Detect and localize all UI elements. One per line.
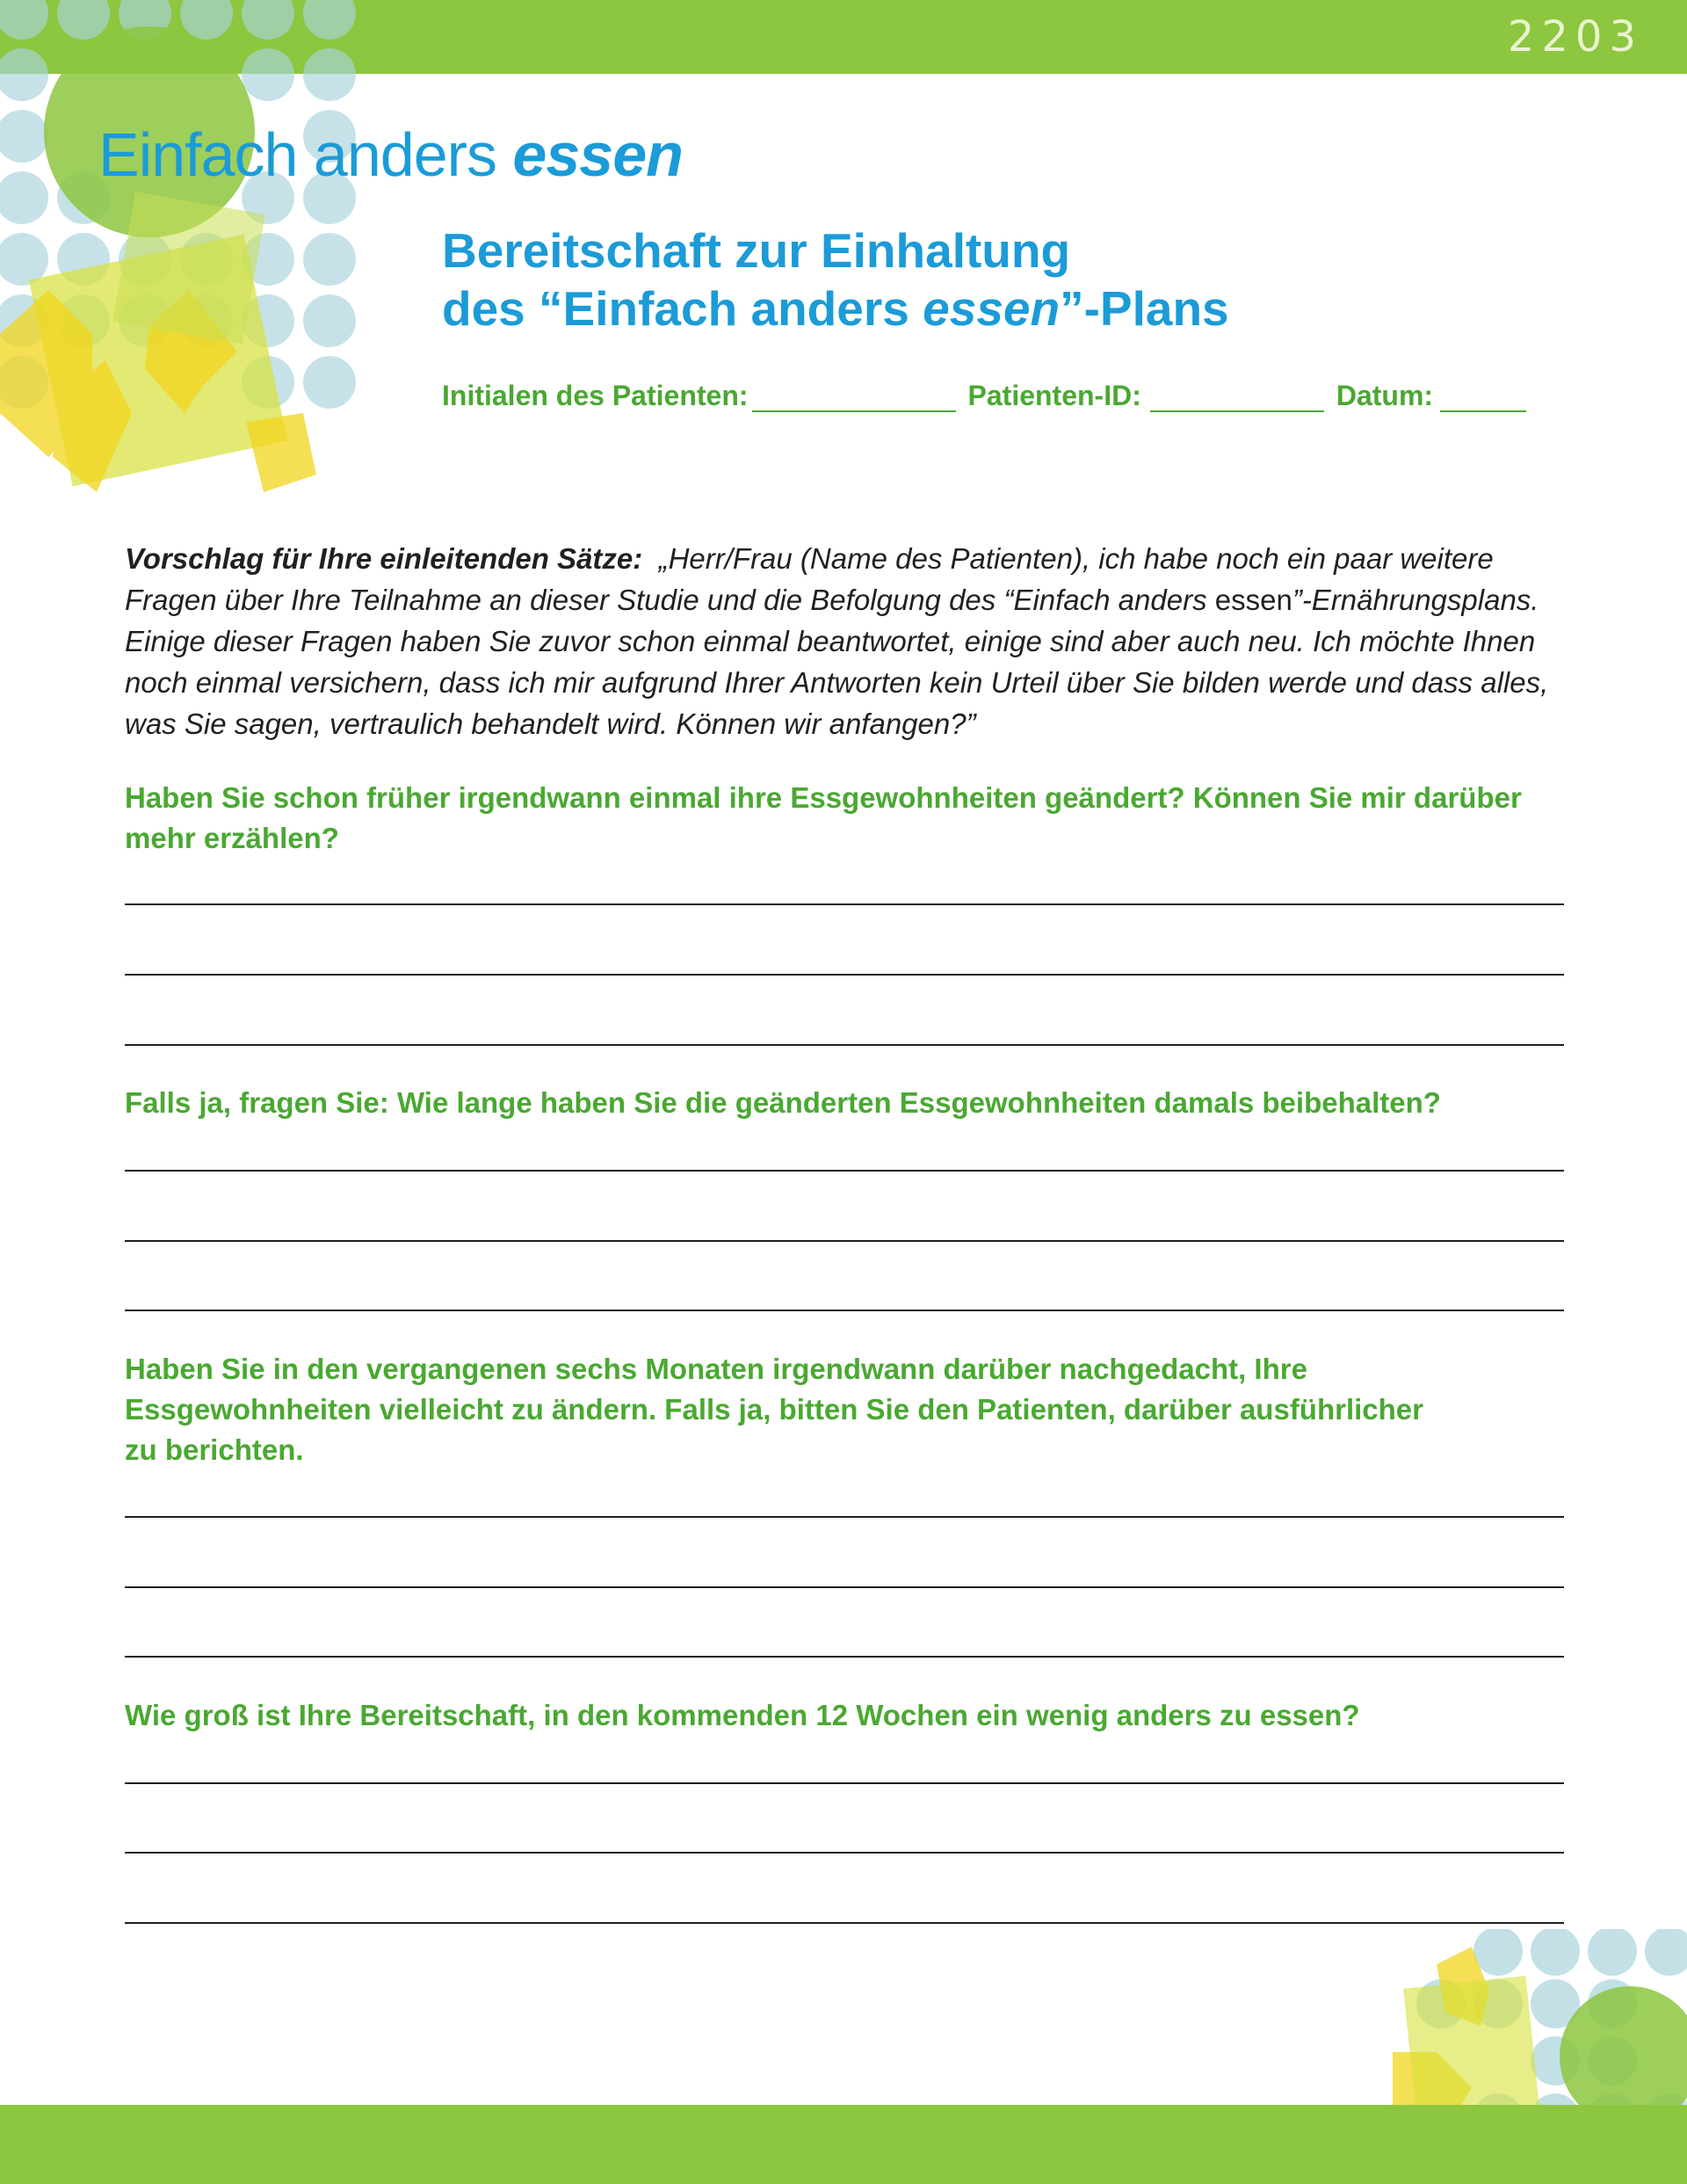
answer-line[interactable] (125, 1044, 1564, 1046)
answer-line[interactable] (125, 1240, 1564, 1242)
answer-line[interactable] (125, 1170, 1564, 1172)
initials-label: Initialen des Patienten: (442, 380, 749, 411)
intro-text-part1: „Herr/Frau (Name des Patienten), ich habe noch ein paar weitere Fragen über Ihre Teilnahme an dieser Studie und die Befolgung des “Einfach anders (125, 542, 1494, 616)
answer-line[interactable] (125, 974, 1564, 976)
bottom-band (0, 2105, 1687, 2184)
form-number: 2203 (1507, 12, 1643, 62)
question-2: Falls ja, fragen Sie: Wie lange haben Sie die geänderten Essgewohnheiten damals beibehalten? (125, 1086, 1441, 1119)
answer-line[interactable] (125, 1922, 1564, 1924)
form-title-line2 (442, 279, 1229, 337)
answer-line[interactable] (125, 903, 1564, 905)
question-4: Wie groß ist Ihre Bereitschaft, in den kommenden 12 Wochen ein wenig anders zu essen? (125, 1699, 1360, 1731)
brand-text: Einfach anders (98, 120, 513, 189)
patient-meta-row (442, 380, 1526, 412)
answer-line[interactable] (125, 1586, 1564, 1588)
patient-id-field[interactable] (1150, 384, 1324, 412)
title-text-before: des “Einfach anders (442, 281, 923, 336)
brand-logo (98, 120, 683, 190)
answer-line[interactable] (125, 1310, 1564, 1311)
question-1: Haben Sie schon früher irgendwann einmal ihre Essgewohnheiten geändert? Können Sie mir darüber mehr erzählen? (125, 781, 1522, 854)
title-emphasis: essen (923, 281, 1061, 336)
patient-id-label: Patienten-ID: (967, 380, 1141, 411)
title-text-after: ”-Plans (1060, 281, 1229, 336)
intro-paragraph (125, 538, 1575, 744)
intro-text-part2: ”-Ernährungsplans. Einige dieser Fragen haben Sie zuvor schon einmal beantwortet, einige sind aber auch neu. Ich möchte Ihnen noch einmal versichern, dass ich mir aufgrund Ihrer Antworten kein Urteil über Sie bilden werde und dass alles, was Sie sagen, vertraulich behandelt wird. Können wir anfangen?” (125, 584, 1549, 740)
form-title-line1: Bereitschaft zur Einhaltung (442, 223, 1071, 278)
answer-line[interactable] (125, 1656, 1564, 1658)
question-3: Haben Sie in den vergangenen sechs Monaten irgendwann darüber nachgedacht, Ihre Essgewohnheiten vielleicht zu ändern. Falls ja, bitten Sie den Patienten, darüber ausführlicher zu berichten. (125, 1353, 1424, 1466)
answer-line[interactable] (125, 1852, 1564, 1854)
initials-field[interactable] (752, 384, 956, 412)
form-title (442, 221, 1229, 337)
intro-lead: Vorschlag für Ihre einleitenden Sätze: (125, 542, 643, 575)
answer-line[interactable] (125, 1782, 1564, 1784)
intro-text-roman: essen (1214, 584, 1292, 616)
decorative-pattern-top-left (0, 0, 369, 501)
date-label: Datum: (1336, 380, 1434, 411)
date-field[interactable] (1440, 384, 1526, 412)
brand-emphasis: essen (512, 120, 683, 189)
answer-line[interactable] (125, 1516, 1564, 1518)
